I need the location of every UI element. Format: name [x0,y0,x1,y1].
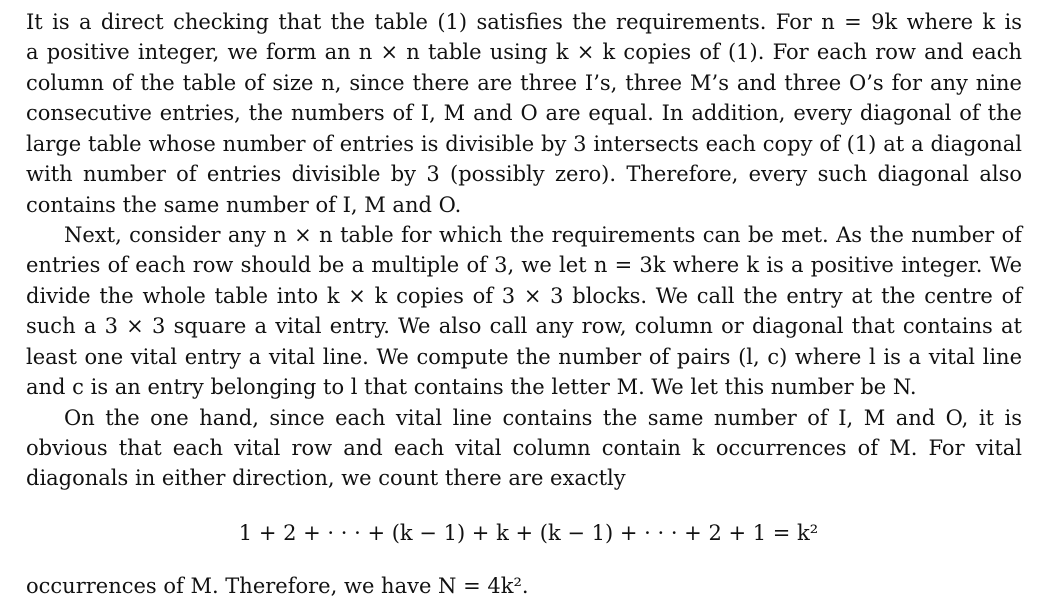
text-line: Next, consider any n × n table for which the requirements can be met. As the number of [64,223,1022,247]
display-equation: 1 + 2 + · · · + (k − 1) + k + (k − 1) + · · · + 2 + 1 = k² [238,521,819,545]
text-line: obvious that each vital row and each vital column contain k occurrences of M. For vital [26,436,1022,460]
text-line: It is a direct checking that the table (1) satisfies the requirements. For n = 9k where k is [26,10,1022,34]
text-line: contains the same number of I, M and O. [26,193,462,217]
text-line: diagonals in either direction, we count there are exactly [26,466,626,490]
text-line: such a 3 × 3 square a vital entry. We also call any row, column or diagonal that contains at [26,314,1022,338]
text-line: with number of entries divisible by 3 (possibly zero). Therefore, every such diagonal also [26,162,1022,186]
text-line: divide the whole table into k × k copies of 3 × 3 blocks. We call the entry at the centre of [26,284,1022,308]
text-line: On the one hand, since each vital line contains the same number of I, M and O, it is [64,406,1022,430]
text-line: column of the table of size n, since there are three I’s, three M’s and three O’s for any nine [26,71,1022,95]
text-line: large table whose number of entries is divisible by 3 intersects each copy of (1) at a diagonal [26,132,1022,156]
text-line: consecutive entries, the numbers of I, M and O are equal. In addition, every diagonal of the [26,101,1022,125]
text-line: entries of each row should be a multiple of 3, we let n = 3k where k is a positive integer. We [26,253,1022,277]
text-line: least one vital entry a vital line. We compute the number of pairs (l, c) where l is a vital line [26,345,1022,369]
text-line: a positive integer, we form an n × n table using k × k copies of (1). For each row and each [26,40,1022,64]
text-line: and c is an entry belonging to l that contains the letter M. We let this number be N. [26,375,917,399]
text-line: occurrences of M. Therefore, we have N = 4k². [26,574,529,598]
